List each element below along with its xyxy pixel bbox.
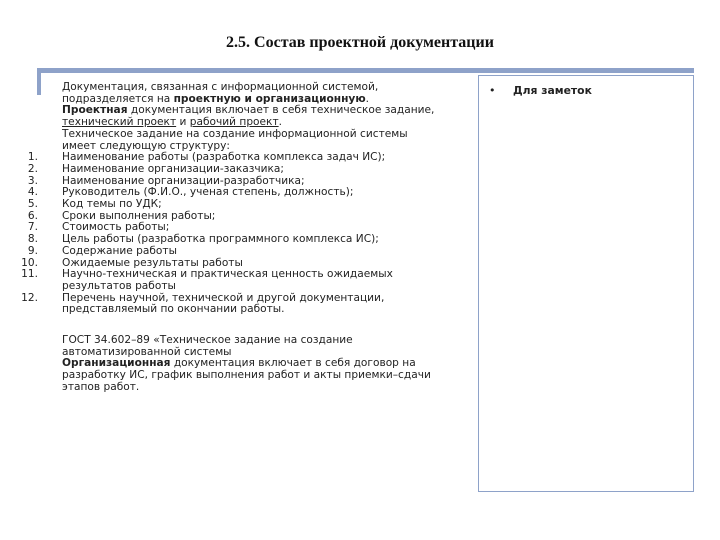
list-text: Наименование организации-разработчика; — [62, 174, 305, 187]
gost-line: этапов работ. — [62, 380, 140, 393]
intro-text: подразделяется на — [62, 92, 174, 105]
list-number: 5. — [27, 198, 38, 211]
intro-text: . — [365, 92, 369, 105]
list-text: Цель работы (разработка программного комплекса ИС); — [62, 233, 379, 246]
list-number: 6. — [27, 209, 38, 222]
bullet-icon: • — [489, 84, 496, 97]
list-text: Сроки выполнения работы; — [62, 209, 216, 222]
list-text: Наименование организации-заказчика; — [62, 162, 284, 175]
divider-rule — [37, 68, 694, 73]
list-number: 8. — [27, 233, 38, 246]
list-text: Ожидаемые результаты работы — [62, 256, 243, 269]
emphasis-text: проектную и организационную — [173, 92, 366, 105]
list-text: Код темы по УДК; — [62, 198, 162, 211]
main-content — [12, 82, 467, 394]
list-text: Стоимость работы; — [62, 221, 170, 234]
intro-text: документация включает в себя техническое задание, — [127, 104, 435, 117]
gost-line: ГОСТ 34.602–89 «Техническое задание на создание — [62, 334, 353, 347]
intro-text: и — [176, 116, 190, 129]
list-text: Содержание работы — [62, 244, 177, 257]
intro-text: . — [278, 116, 282, 129]
list-number: 3. — [27, 174, 38, 187]
slide-title: 2.5. Состав проектной документации — [226, 34, 494, 51]
list-text: Перечень научной, технической и другой документации, — [62, 291, 385, 304]
notes-label: Для заметок — [513, 84, 592, 97]
paragraph-gap — [12, 316, 467, 335]
technical-project-link[interactable]: технический проект — [62, 116, 177, 129]
list-number: 12. — [21, 291, 38, 304]
list-item-continuation: результатов работы — [62, 279, 176, 292]
list-text: Научно-техническая и практическая ценность ожидаемых — [62, 268, 393, 281]
gost-text: документация включает в себя договор на — [170, 357, 416, 370]
list-number: 7. — [27, 221, 38, 234]
list-item-continuation: представляемый по окончании работы. — [62, 303, 285, 316]
list-text: Наименование работы (разработка комплекса задач ИС); — [62, 151, 386, 164]
emphasis-text: Проектная — [62, 104, 128, 117]
emphasis-text: Организационная — [62, 357, 171, 370]
list-number: 9. — [27, 244, 38, 257]
intro-line: Техническое задание на создание информационной системы — [62, 127, 408, 140]
list-item — [21, 291, 467, 305]
working-project-link[interactable]: рабочий проект — [189, 116, 279, 129]
list-number: 4. — [27, 186, 38, 199]
gost-line: разработку ИС, график выполнения работ и акты приемки–сдачи — [62, 369, 431, 382]
list-number: 1. — [27, 151, 38, 164]
intro-line: имеет следующую структуру: — [62, 139, 230, 152]
list-text: Руководитель (Ф.И.О., ученая степень, должность); — [62, 186, 354, 199]
list-number: 11. — [21, 268, 38, 281]
list-item — [21, 268, 467, 281]
gost-line: автоматизированной системы — [62, 345, 232, 358]
notes-box[interactable] — [478, 75, 694, 492]
intro-line: Документация, связанная с информационной системой, — [62, 81, 379, 93]
list-number: 10. — [21, 256, 38, 269]
list-number: 2. — [27, 162, 38, 175]
